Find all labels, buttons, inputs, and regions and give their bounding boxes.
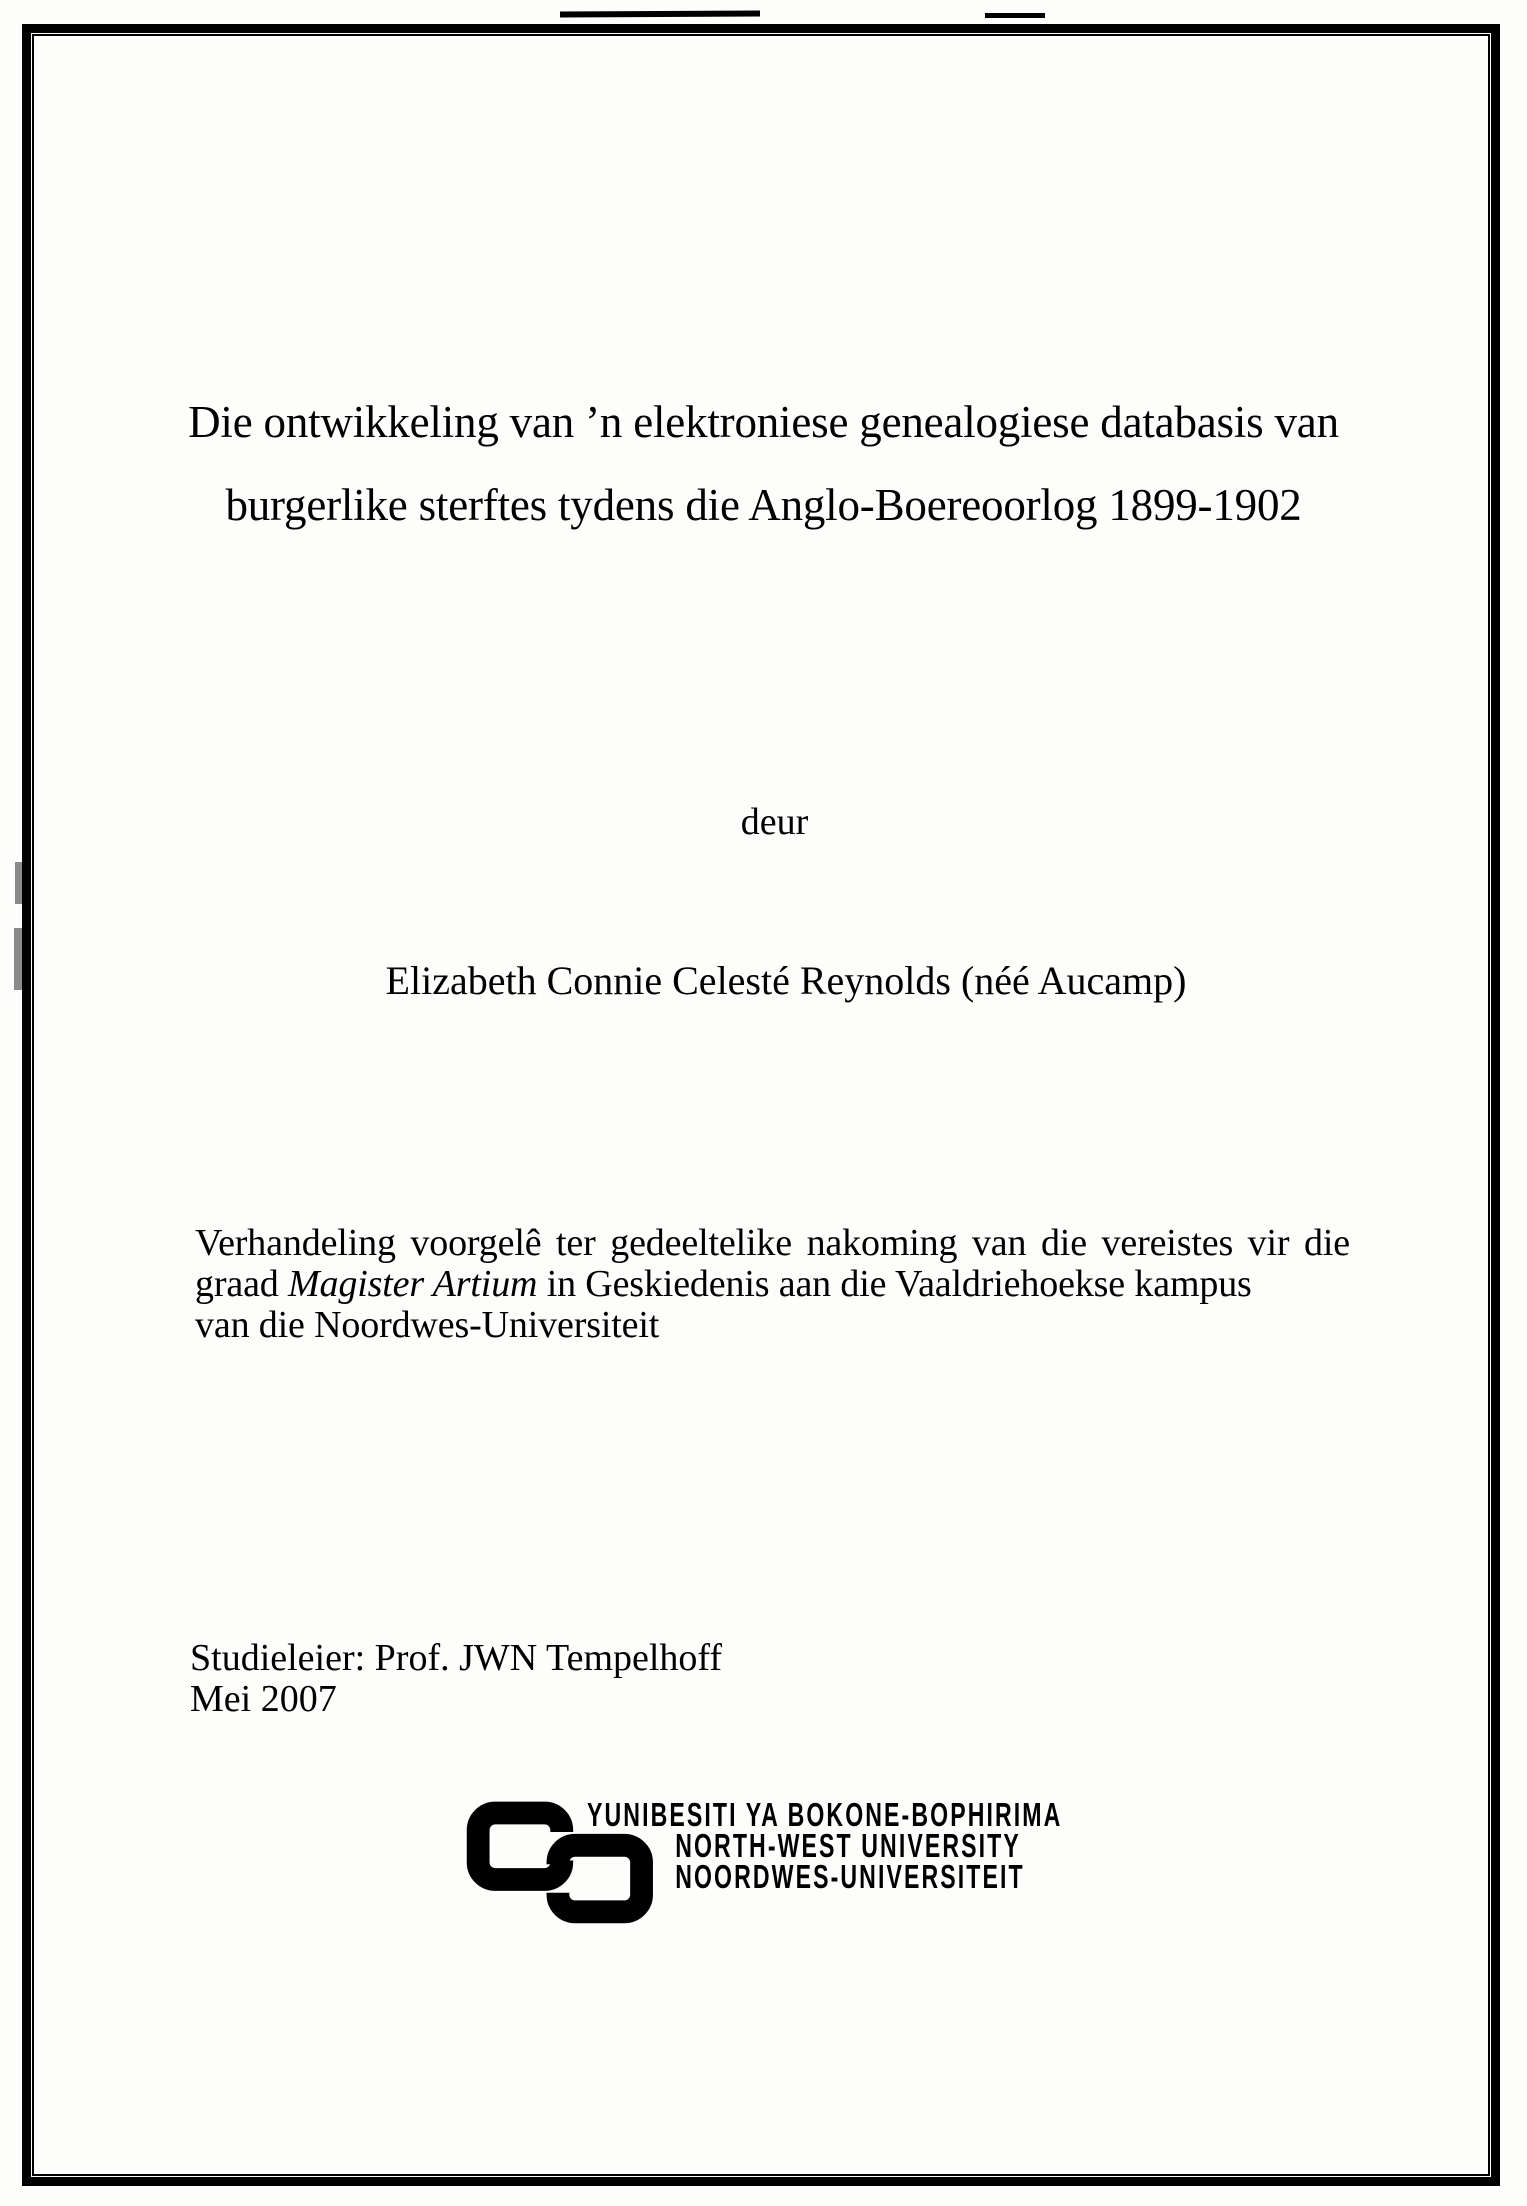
declaration-line-2-post: in Geskiedenis aan die Vaaldriehoekse kampus (537, 1263, 1252, 1305)
scan-artifact (560, 10, 760, 17)
byline-deur: deur (740, 801, 809, 843)
declaration-line-1: Verhandeling voorgelê ter gedeeltelike nakoming van die vereistes vir die (195, 1222, 1350, 1264)
thesis-title-line-1: Die ontwikkeling van ’n elektroniese genealogiese databasis van (188, 397, 1339, 447)
page-border-inner (32, 34, 1490, 2176)
degree-name-italic: Magister Artium (288, 1263, 538, 1305)
logo-line-afrikaans: NOORDWES-UNIVERSITEIT (675, 1858, 1025, 1895)
thesis-title-line-2: burgerlike sterftes tydens die Anglo-Boereoorlog 1899-1902 (225, 480, 1302, 530)
declaration-line-2-pre: graad (195, 1263, 288, 1305)
scan-artifact (985, 13, 1045, 18)
author-name: Elizabeth Connie Celesté Reynolds (néé Aucamp) (385, 958, 1187, 1003)
logo-line-english: NORTH-WEST UNIVERSITY (675, 1827, 1021, 1864)
page-border-outer (22, 24, 1500, 2186)
declaration-line-3: van die Noordwes-Universiteit (195, 1304, 660, 1346)
supervisor-line: Studieleier: Prof. JWN Tempelhoff (190, 1637, 723, 1679)
date-line: Mei 2007 (190, 1678, 337, 1720)
logo-line-setswana: YUNIBESITI YA BOKONE-BOPHIRIMA (587, 1796, 1063, 1833)
